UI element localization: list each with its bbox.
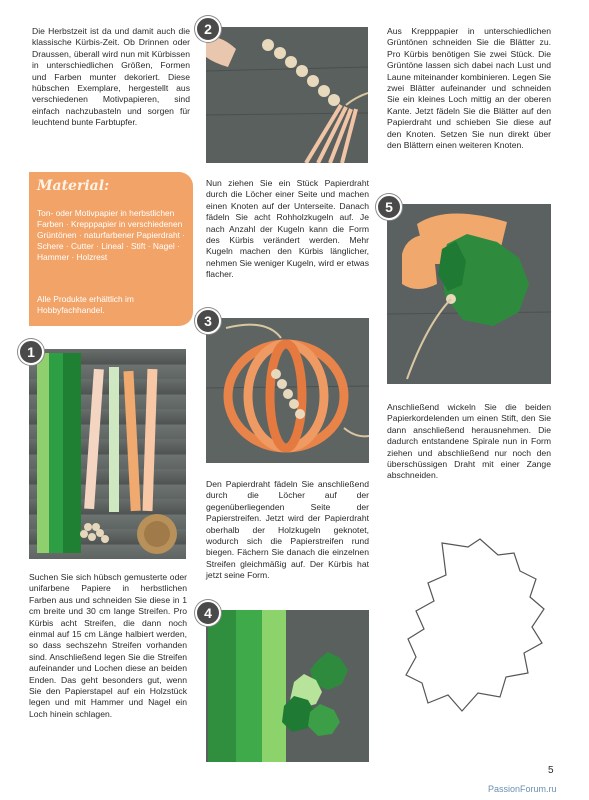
photo-step-3 — [206, 318, 369, 463]
photo-step-1 — [29, 349, 186, 559]
step-1-text: Suchen Sie sich hübsch gemusterte oder unifarbene Papiere in herbstlichen Farben aus und schneiden Sie diese in 1 cm breite und 30 cm lange Streifen. Pro Kürbis acht Streifen, die dann noch einmal auf 15 cm Länge halbiert werden, so dass sechszehn Streifen vorhanden sind. Anschließend legen Sie die Streifen aufeinander und Lochen diese an beiden Enden. Das geht besonders gut, wenn Sie den Papierstapel auf ein Holzstück legen und mit Hammer und Nagel ein Loch hinein schlagen. — [29, 572, 187, 719]
material-title: Material: — [37, 178, 110, 194]
leaf-template-outline — [402, 535, 552, 725]
step-number-5: 5 — [376, 194, 402, 220]
pumpkin-illustration — [206, 318, 369, 463]
step-3-text: Den Papierdraht fädeln Sie anschließend durch die Löcher auf der gegenüberliegenden Seite der Papierstreifen. Jetzt wird der Papierdraht oberhalb der Holzkugeln geknotet, wodurch sich die Papierstreifen rund biegen. Fächern Sie danach die einzelnen Streifen gleichmäßig auf. Der Kürbis hat jetzt seine Form. — [206, 479, 369, 581]
step-number-4: 4 — [195, 600, 221, 626]
step-number-1: 1 — [18, 339, 44, 365]
material-list: Ton- oder Motivpapier in herbstlichen Farben · Krepppapier in verschiedenen Grüntönen · naturfarbener Papierdraht · Schere · Cutter · Lineal · Stift · Nagel · Hammer · Holzrest — [37, 208, 186, 262]
page-number: 5 — [548, 765, 554, 776]
step-4-text: Aus Krepppapier in unterschiedlichen Grüntönen schneiden Sie die Blätter zu. Pro Kürbis benötigen Sie zwei Stück. Die Grüntöne lassen sich dabei nach Lust und Laune miteinander kombinieren. Legen Sie zwei Blätter aufeinander und schneiden Sie ein kleines Loch mittig an der oberen Kante. Jetzt fädeln Sie die Blätter auf den Papierdraht und schieben Sie diese auf den Knoten. Setzen Sie nun direkt über den Blättern einen weiteren Knoten. — [387, 26, 551, 151]
photo-step-4 — [206, 610, 369, 762]
intro-text: Die Herbstzeit ist da und damit auch die klassische Kürbis-Zeit. Ob Drinnen oder Draussen, überall wird nun mit Kürbissen in unterschiedlichen Größen, Formen und Farben munter dekoriert. Diese hübschen Exemplare, hergestellt aus verschiedenen Motivpapieren, sind einfach nachzubasteln und sorgen für leuchtend bunte Farbtupfer. — [32, 26, 190, 128]
photo-step-2 — [206, 27, 368, 163]
photo-step-5 — [387, 204, 551, 384]
step-number-2: 2 — [195, 16, 221, 42]
step-2-text: Nun ziehen Sie ein Stück Papierdraht durch die Löcher einer Seite und machen einen Knoten auf der Unterseite. Danach fädeln Sie acht Rohholzkugeln auf. Je nach Anzahl der Kugeln kann die Form des Kürbis verändert werden. Mehr Kugeln machen den Kürbis länglicher, nehmen Sie weniger Kugeln, wird er etwas flacher. — [206, 178, 369, 280]
watermark: PassionForum.ru — [488, 784, 557, 794]
step-number-3: 3 — [195, 308, 221, 334]
beads-illustration — [206, 27, 368, 163]
step-5-text: Anschließend wickeln Sie die beiden Papierkordelenden um einen Stift, den Sie dann anschließend herausnehmen. Die dadurch entstandene Spirale nun in Form ziehen und abschließend nur noch den überschüssigen Draht mit einer Zange abschneiden. — [387, 402, 551, 481]
paper-strips-illustration — [29, 349, 186, 559]
green-leaves-illustration — [206, 610, 369, 762]
pumpkin-with-leaves-illustration — [387, 204, 551, 384]
material-box — [29, 172, 193, 326]
material-note: Alle Produkte erhältlich im Hobbyfachhandel. — [37, 294, 134, 315]
